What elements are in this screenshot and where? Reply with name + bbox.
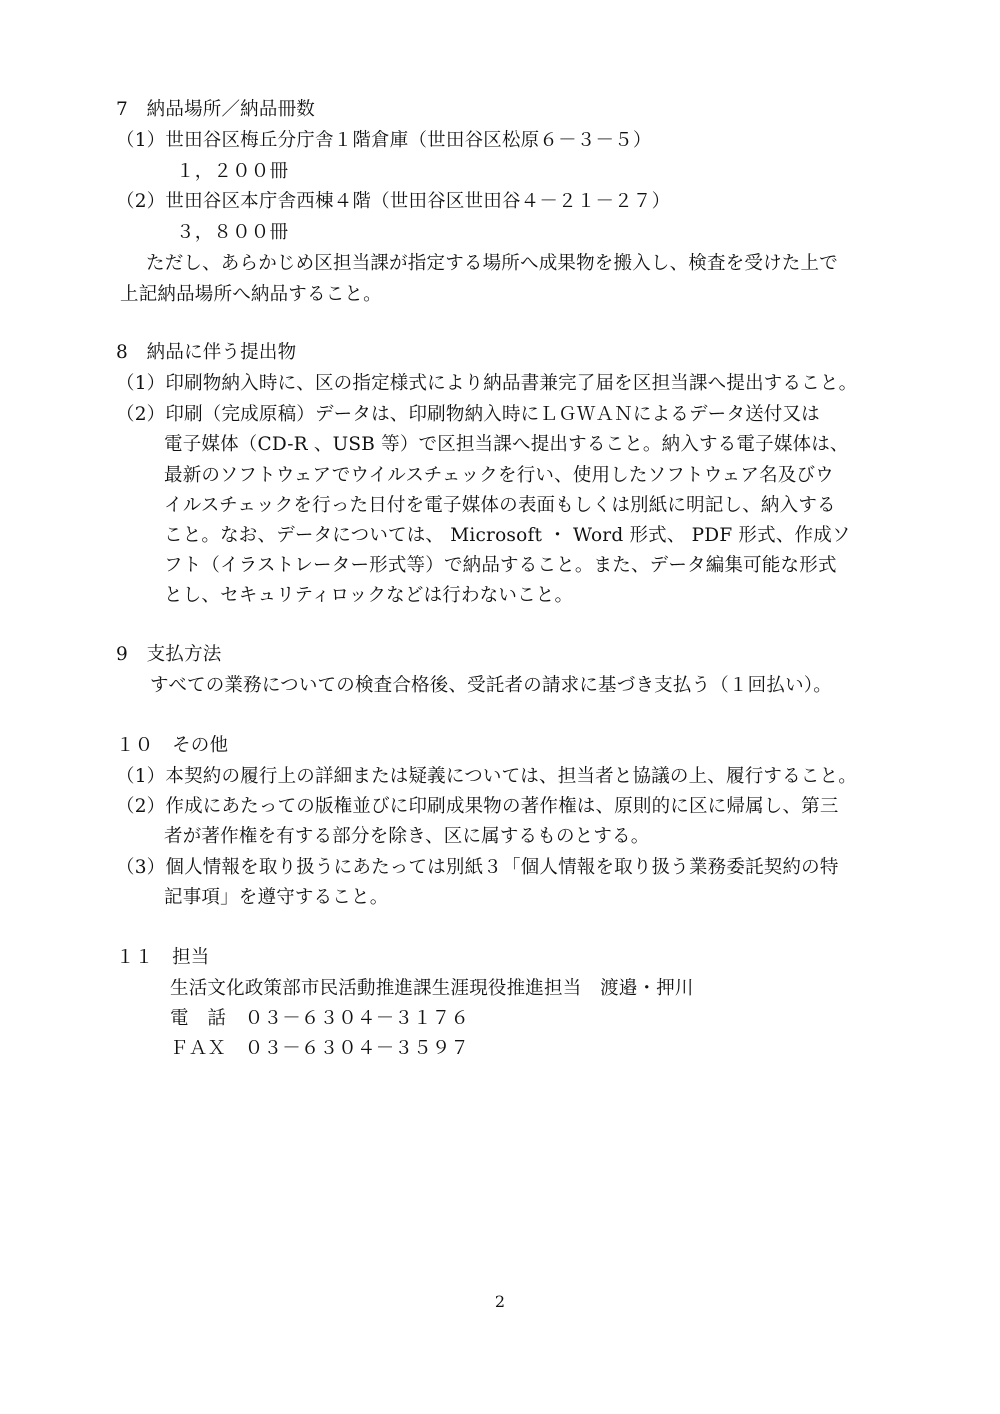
section-7-note-line-2: 上記納品場所へ納品すること。 (120, 284, 382, 305)
section-8-item-2-line-1: （2）印刷（完成原稿）データは、印刷物納入時にＬＧＷＡＮによるデータ送付又は (116, 404, 820, 425)
section-10-item-3-line-2: 記事項」を遵守すること。 (164, 887, 389, 908)
page-number: 2 (494, 1292, 506, 1311)
section-7-item-1-quantity: １，２００冊 (176, 161, 289, 182)
section-8-item-2-line-5: こと。なお、データについては、 Microsoft ・ Word 形式、 PDF 形式、作成ソ (164, 525, 851, 546)
section-8-item-2-line-4: イルスチェックを行った日付を電子媒体の表面もしくは別紙に明記し、納入する (164, 495, 836, 516)
section-9-heading: 9 支払方法 (116, 644, 222, 665)
section-10-item-1: （1）本契約の履行上の詳細または疑義については、担当者と協議の上、履行すること。 (116, 766, 857, 787)
contact-department: 生活文化政策部市民活動推進課生涯現役推進担当 渡邉・押川 (170, 978, 694, 999)
section-11-heading: １１ 担当 (116, 947, 210, 968)
section-7-item-2: （2）世田谷区本庁舎西棟４階（世田谷区世田谷４－２１－２７） (116, 191, 671, 212)
contact-fax: ＦＡＸ ０３－６３０４－３５９７ (170, 1038, 470, 1059)
contact-phone: 電 話 ０３－６３０４－３１７６ (170, 1008, 470, 1029)
section-8-heading: 8 納品に伴う提出物 (116, 342, 297, 363)
section-7-item-1: （1）世田谷区梅丘分庁舎１階倉庫（世田谷区松原６－３－５） (116, 130, 652, 151)
section-8-item-2-line-2: 電子媒体（CD-R 、USB 等）で区担当課へ提出すること。納入する電子媒体は、 (164, 434, 849, 455)
section-8-item-2-line-6: フト（イラストレーター形式等）で納品すること。また、データ編集可能な形式 (164, 555, 837, 576)
section-7-item-2-quantity: ３，８００冊 (176, 222, 289, 243)
section-10-item-2-line-2: 者が著作権を有する部分を除き、区に属するものとする。 (164, 826, 650, 847)
section-10-item-3-line-1: （3）個人情報を取り扱うにあたっては別紙３「個人情報を取り扱う業務委託契約の特 (116, 857, 839, 878)
section-8-item-2-line-7: とし、セキュリティロックなどは行わないこと。 (164, 585, 574, 606)
section-8-item-2-line-3: 最新のソフトウェアでウイルスチェックを行い、使用したソフトウェア名及びウ (164, 465, 834, 486)
section-8-item-1: （1）印刷物納入時に、区の指定様式により納品書兼完了届を区担当課へ提出すること。 (116, 373, 858, 394)
section-9-body: すべての業務についての検査合格後、受託者の請求に基づき支払う（１回払い）。 (150, 675, 832, 696)
section-10-heading: １０ その他 (116, 735, 229, 756)
section-7-heading: 7 納品場所／納品冊数 (116, 99, 315, 120)
section-10-item-2-line-1: （2）作成にあたっての版権並びに印刷成果物の著作権は、原則的に区に帰属し、第三 (116, 796, 839, 817)
section-7-note-line-1: ただし、あらかじめ区担当課が指定する場所へ成果物を搬入し、検査を受けた上で (146, 253, 838, 274)
